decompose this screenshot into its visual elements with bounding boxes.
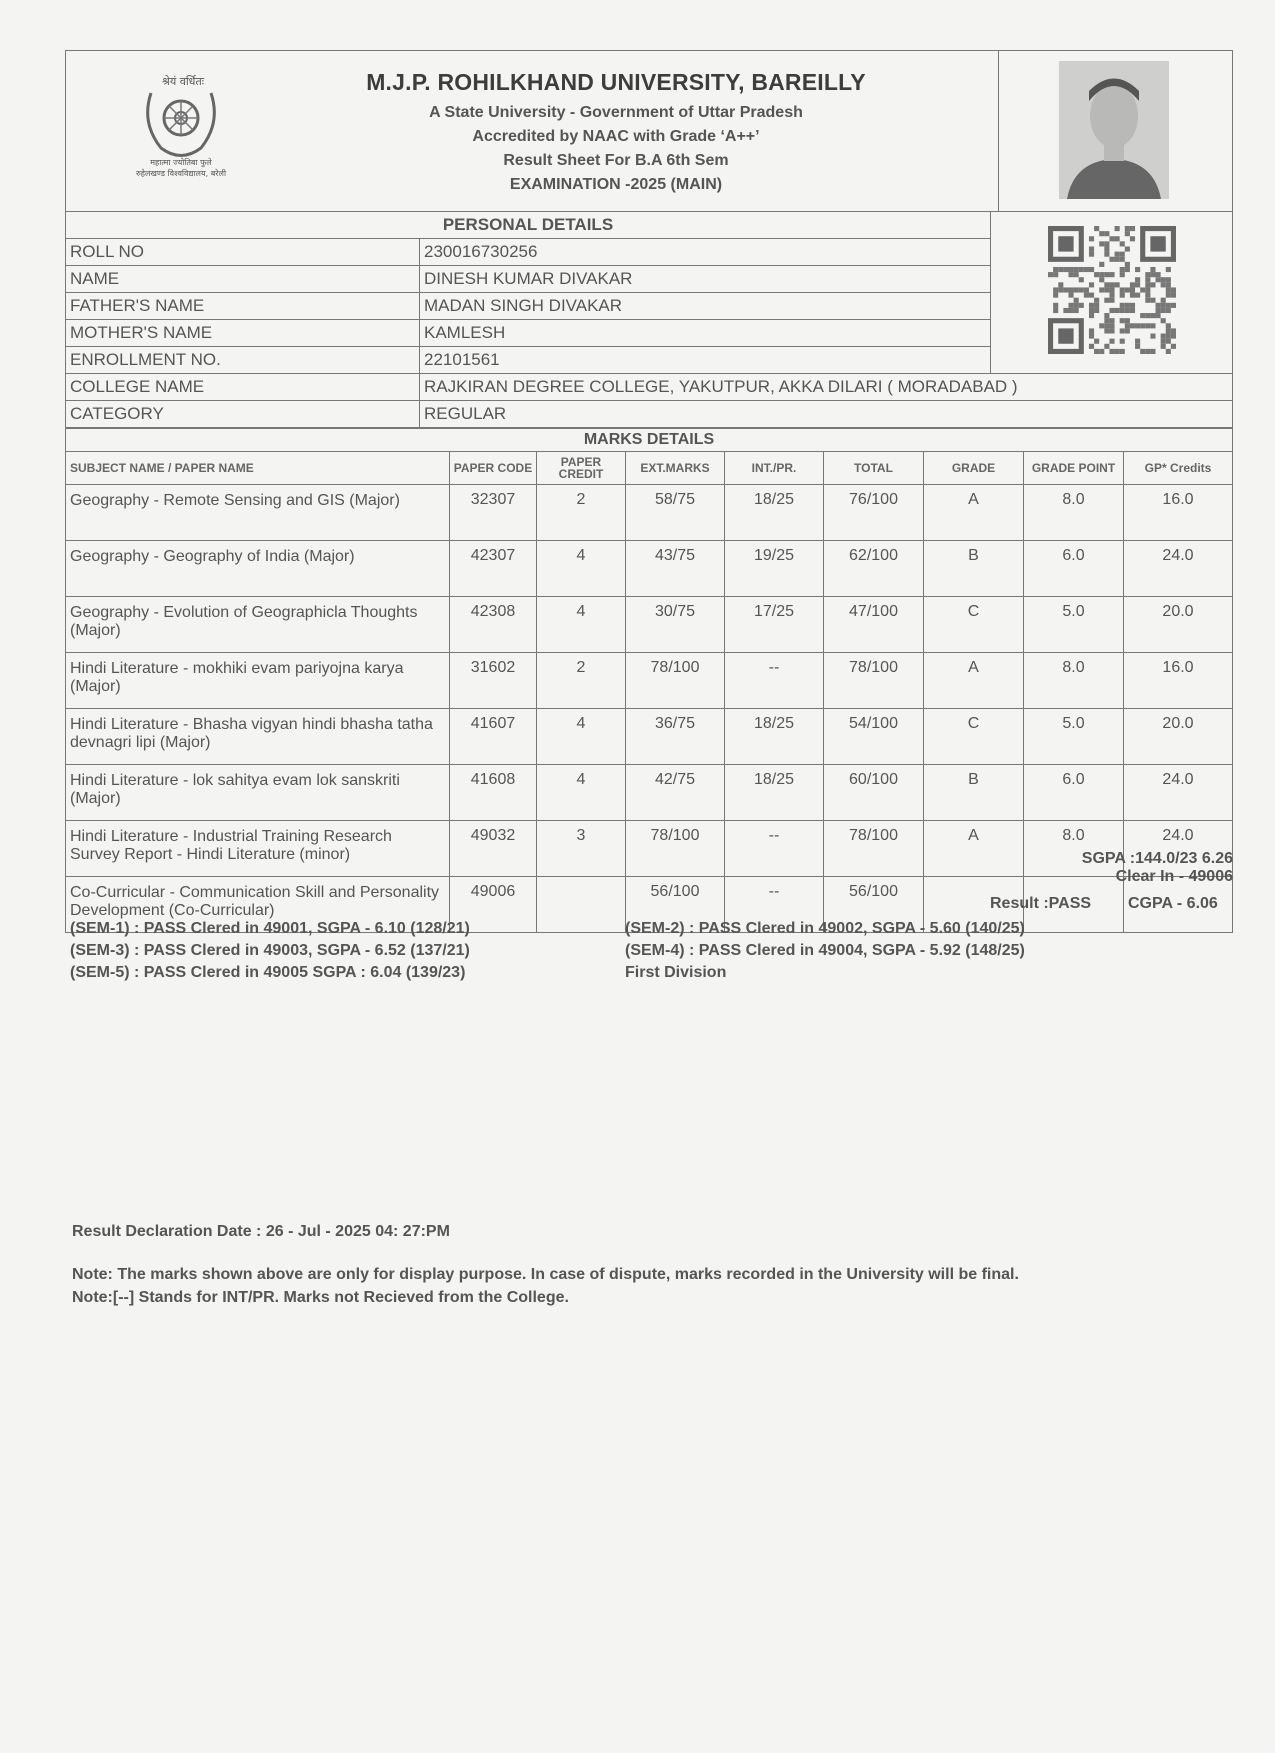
gp-credits: 20.0	[1124, 597, 1233, 653]
qr-code	[991, 212, 1233, 374]
gp-credits: 16.0	[1124, 485, 1233, 541]
int-pr: --	[725, 653, 824, 709]
subject-name: Geography - Geography of India (Major)	[66, 541, 450, 597]
col-grade-point: GRADE POINT	[1024, 452, 1124, 485]
paper-code: 42308	[450, 597, 537, 653]
int-pr: 18/25	[725, 485, 824, 541]
header-titles	[266, 69, 966, 194]
grade-point: 6.0	[1024, 765, 1124, 821]
marks-row	[66, 541, 1233, 597]
paper-credit: 4	[537, 765, 626, 821]
total: 62/100	[824, 541, 924, 597]
sgpa-value: SGPA :144.0/23 6.26	[1081, 850, 1233, 867]
col-int-pr: INT./PR.	[725, 452, 824, 485]
marks-row	[66, 653, 1233, 709]
mother-name-value: KAMLESH	[420, 320, 991, 347]
sem-1-result: (SEM-1) : PASS Clered in 49001, SGPA - 6.10 (128/21)	[70, 920, 470, 937]
grade: B	[924, 541, 1024, 597]
paper-credit	[537, 877, 626, 933]
student-photo	[1059, 61, 1169, 199]
paper-credit: 3	[537, 821, 626, 877]
total: 78/100	[824, 653, 924, 709]
ext-marks: 36/75	[626, 709, 725, 765]
row-mother-name: MOTHER'S NAME KAMLESH	[66, 320, 1233, 347]
sem-2-result: (SEM-2) : PASS Clered in 49002, SGPA - 5.60 (140/25)	[625, 920, 1025, 937]
father-name-value: MADAN SINGH DIVAKAR	[420, 293, 991, 320]
paper-code: 41608	[450, 765, 537, 821]
subject-name: Hindi Literature - Bhasha vigyan hindi bhasha tatha devnagri lipi (Major)	[66, 709, 450, 765]
college-value: RAJKIRAN DEGREE COLLEGE, YAKUTPUR, AKKA DILARI ( MORADABAD )	[420, 374, 1233, 401]
paper-credit: 2	[537, 485, 626, 541]
sem-5-result: (SEM-5) : PASS Clered in 49005 SGPA : 6.04 (139/23)	[70, 964, 466, 981]
grade: A	[924, 653, 1024, 709]
row-category: CATEGORY REGULAR	[66, 401, 1233, 428]
subject-name: Hindi Literature - Industrial Training Research Survey Report - Hindi Literature (minor)	[66, 821, 450, 877]
subject-name: Geography - Remote Sensing and GIS (Major)	[66, 485, 450, 541]
total: 60/100	[824, 765, 924, 821]
marks-row	[66, 765, 1233, 821]
logo-caption-2: रुहेलखण्ड विश्वविद्यालय, बरेली	[135, 169, 227, 178]
semester-results-left	[70, 918, 470, 984]
division: First Division	[625, 964, 727, 981]
category-value: REGULAR	[420, 401, 1233, 428]
int-pr: 17/25	[725, 597, 824, 653]
enrollment-value: 22101561	[420, 347, 991, 374]
logo-caption-1: महात्मा ज्योतिबा फुले	[150, 158, 212, 167]
subject-name: Hindi Literature - lok sahitya evam lok sanskriti (Major)	[66, 765, 450, 821]
int-pr: --	[725, 877, 824, 933]
grade-point: 5.0	[1024, 709, 1124, 765]
gp-credits: 16.0	[1124, 653, 1233, 709]
paper-credit: 4	[537, 541, 626, 597]
ext-marks: 78/100	[626, 821, 725, 877]
note-display-purpose: Note: The marks shown above are only for display purpose. In case of dispute, marks recorded in the University will be final.	[72, 1266, 1019, 1283]
total: 78/100	[824, 821, 924, 877]
cgpa-value: CGPA - 6.06	[1128, 895, 1218, 912]
marks-header-row	[66, 452, 1233, 485]
paper-code: 41607	[450, 709, 537, 765]
int-pr: 18/25	[725, 765, 824, 821]
col-total: TOTAL	[824, 452, 924, 485]
col-subject: SUBJECT NAME / PAPER NAME	[66, 452, 450, 485]
logo-motto: श्रेयं वर्धितः	[162, 75, 204, 88]
col-ext-marks: EXT.MARKS	[626, 452, 725, 485]
total: 47/100	[824, 597, 924, 653]
note-int-pr: Note:[--] Stands for INT/PR. Marks not Recieved from the College.	[72, 1289, 569, 1306]
semester-results-right	[625, 918, 1025, 984]
col-paper-credit: PAPER CREDIT	[537, 452, 626, 485]
gp-credits: 24.0	[1124, 821, 1233, 877]
paper-code: 42307	[450, 541, 537, 597]
marks-row	[66, 709, 1233, 765]
subject-name: Geography - Evolution of Geographicla Thoughts (Major)	[66, 597, 450, 653]
paper-credit: 2	[537, 653, 626, 709]
grade-point: 8.0	[1024, 821, 1124, 877]
name-value: DINESH KUMAR DIVAKAR	[420, 266, 991, 293]
sem-3-result: (SEM-3) : PASS Clered in 49003, SGPA - 6.52 (137/21)	[70, 942, 470, 959]
grade-point: 8.0	[1024, 485, 1124, 541]
grade: A	[924, 821, 1024, 877]
row-father-name: FATHER'S NAME MADAN SINGH DIVAKAR	[66, 293, 1233, 320]
ext-marks: 56/100	[626, 877, 725, 933]
sgpa-summary	[1082, 850, 1233, 886]
ext-marks: 78/100	[626, 653, 725, 709]
result-declaration-date: Result Declaration Date : 26 - Jul - 2025 04: 27:PM	[72, 1223, 450, 1240]
roll-no-value: 230016730256	[420, 239, 991, 266]
marks-details-table	[65, 428, 1233, 933]
result-sheet	[65, 50, 1233, 933]
grade: B	[924, 765, 1024, 821]
ext-marks: 42/75	[626, 765, 725, 821]
total: 76/100	[824, 485, 924, 541]
paper-code: 32307	[450, 485, 537, 541]
university-name: M.J.P. ROHILKHAND UNIVERSITY, BAREILLY	[366, 69, 866, 95]
int-pr: --	[725, 821, 824, 877]
student-photo-frame	[998, 51, 1234, 211]
marks-row	[66, 485, 1233, 541]
sem-4-result: (SEM-4) : PASS Clered in 49004, SGPA - 5.92 (148/25)	[625, 942, 1025, 959]
grade-point: 5.0	[1024, 597, 1124, 653]
row-enrollment: ENROLLMENT NO. 22101561	[66, 347, 1233, 374]
gp-credits: 24.0	[1124, 541, 1233, 597]
final-result: Result :PASS	[990, 895, 1092, 912]
grade: A	[924, 485, 1024, 541]
subject-name: Hindi Literature - mokhiki evam pariyojna karya (Major)	[66, 653, 450, 709]
ext-marks: 43/75	[626, 541, 725, 597]
paper-code: 49006	[450, 877, 537, 933]
col-gp-credits: GP* Credits	[1124, 452, 1233, 485]
paper-credit: 4	[537, 709, 626, 765]
row-name: NAME DINESH KUMAR DIVAKAR	[66, 266, 1233, 293]
total: 54/100	[824, 709, 924, 765]
university-logo	[121, 63, 241, 181]
examination-title: EXAMINATION -2025 (MAIN)	[509, 176, 723, 193]
result-sheet-title: Result Sheet For B.A 6th Sem	[503, 152, 729, 169]
total: 56/100	[824, 877, 924, 933]
paper-credit: 4	[537, 597, 626, 653]
marks-row	[66, 597, 1233, 653]
marks-details-heading: MARKS DETAILS	[66, 429, 1233, 452]
grade: C	[924, 597, 1024, 653]
row-roll-no: ROLL NO 230016730256	[66, 239, 1233, 266]
subject-name: Co-Curricular - Communication Skill and Personality Development (Co-Curricular)	[66, 877, 450, 933]
gp-credits: 20.0	[1124, 709, 1233, 765]
marks-row	[66, 821, 1233, 877]
personal-details-table	[65, 211, 1233, 428]
int-pr: 18/25	[725, 709, 824, 765]
grade-point: 6.0	[1024, 541, 1124, 597]
gp-credits: 24.0	[1124, 765, 1233, 821]
clear-in: Clear In - 49006	[1115, 868, 1233, 885]
paper-code: 31602	[450, 653, 537, 709]
int-pr: 19/25	[725, 541, 824, 597]
personal-details-heading: PERSONAL DETAILS	[66, 212, 991, 239]
col-paper-code: PAPER CODE	[450, 452, 537, 485]
ext-marks: 30/75	[626, 597, 725, 653]
header	[65, 50, 1233, 211]
ext-marks: 58/75	[626, 485, 725, 541]
paper-code: 49032	[450, 821, 537, 877]
university-status: A State University - Government of Uttar Pradesh	[429, 104, 803, 121]
accreditation: Accredited by NAAC with Grade ‘A++’	[472, 128, 760, 145]
grade: C	[924, 709, 1024, 765]
row-college: COLLEGE NAME RAJKIRAN DEGREE COLLEGE, YAKUTPUR, AKKA DILARI ( MORADABAD )	[66, 374, 1233, 401]
grade-point: 8.0	[1024, 653, 1124, 709]
col-grade: GRADE	[924, 452, 1024, 485]
